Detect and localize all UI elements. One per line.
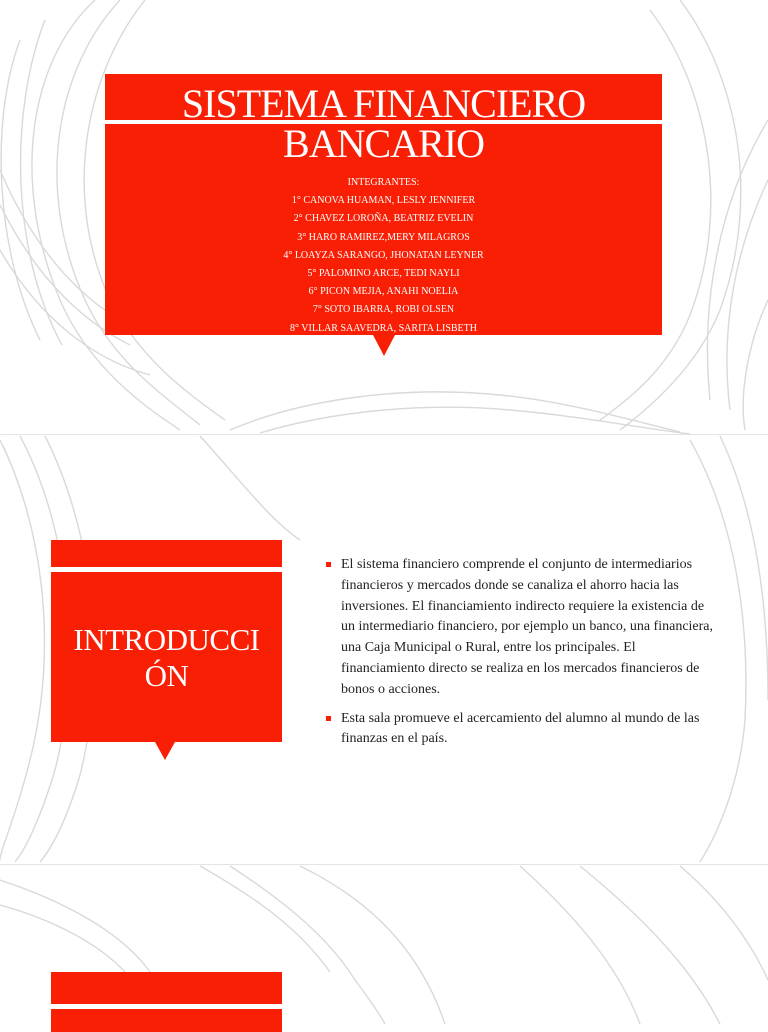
list-item (326, 555, 714, 701)
next-slide-card-stripe (51, 1004, 282, 1009)
section-card-pointer (155, 742, 175, 760)
bullet-marker-icon (326, 716, 331, 721)
member-item: 8° VILLAR SAAVEDRA, SARITA LISBETH (289, 322, 477, 334)
member-item: 3° HARO RAMIREZ,MERY MILAGROS (297, 231, 470, 243)
member-item: 6° PICON MEJIA, ANAHI NOELIA (308, 286, 459, 298)
intro-bullet-list (326, 555, 714, 758)
section-heading-card (51, 540, 282, 742)
section-heading-line-2: ÓN (144, 658, 189, 693)
member-item: 2° CHAVEZ LOROÑA, BEATRIZ EVELIN (293, 213, 474, 225)
section-card-stripe (51, 567, 282, 572)
bullet-marker-icon (326, 562, 331, 567)
bullet-text: Esta sala promueve el acercamiento del alumno al mundo de las finanzas en el país. (341, 710, 700, 747)
title-card (105, 74, 662, 335)
title-card-pointer (373, 335, 395, 356)
member-item: 5° PALOMINO ARCE, TEDI NAYLI (307, 268, 460, 280)
list-item (326, 709, 714, 751)
section-heading (51, 622, 282, 694)
slide-divider (0, 864, 768, 865)
member-item: 4° LOAYZA SARANGO, JHONATAN LEYNER (283, 249, 484, 261)
slide-divider (0, 434, 768, 435)
next-slide-card (51, 972, 282, 1032)
bullet-text: El sistema financiero comprende el conjunto de intermediarios financieros y mercados donde se canaliza el ahorro hacia las inversiones. El financiamiento indirecto requiere la existencia de un intermediario financiero, por ejemplo un banco, una financiera, una Caja Municipal o Rural, entre los principales. El financiamiento directo se realiza en los mercados financieros de bonos o acciones. (341, 557, 714, 697)
presentation-title (105, 81, 662, 166)
member-item: 1° CANOVA HUAMAN, LESLY JENNIFER (291, 195, 476, 207)
section-heading-line-1: INTRODUCCI (73, 622, 260, 657)
title-line-1: SISTEMA FINANCIERO (181, 81, 586, 126)
members-label: INTEGRANTES: (347, 177, 420, 188)
title-line-2: BANCARIO (283, 121, 484, 166)
member-item: 7° SOTO IBARRA, ROBI OLSEN (312, 304, 455, 316)
members-list (105, 174, 662, 338)
